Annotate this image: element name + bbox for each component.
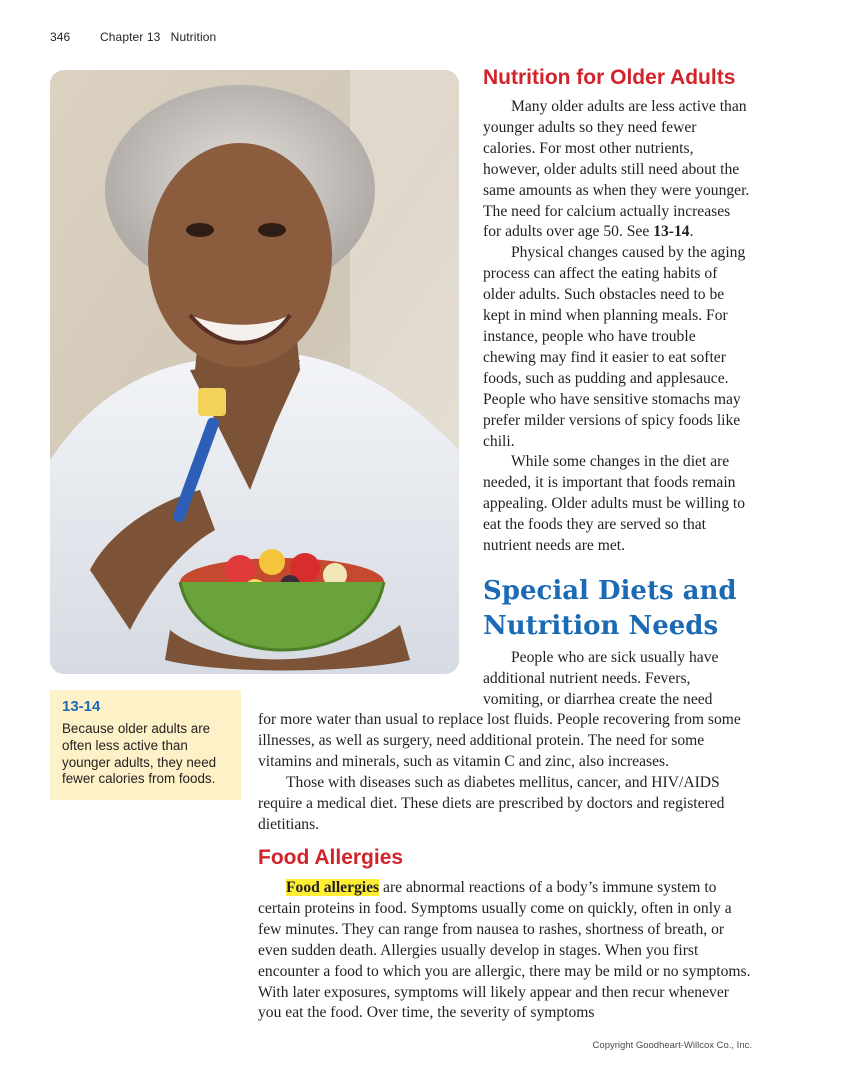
older-adults-p1-text: Many older adults are less active than younger adults so they need fewer calories. For most other nutrients, however, older adults still need about the same amounts as when they were younger. The need for calcium actually increases for adults over age 50. See <box>483 98 750 241</box>
heading-special-diets-line-1: Special Diets and <box>483 576 737 606</box>
special-diets-body <box>258 710 752 835</box>
food-allergies-body <box>258 878 752 1024</box>
copyright-notice: Copyright Goodheart-Willcox Co., Inc. <box>592 1040 752 1051</box>
special-diets-intro <box>483 648 751 711</box>
older-adults-paragraph-1 <box>483 97 751 243</box>
figure-number: 13-14 <box>62 698 101 715</box>
food-allergies-paragraph-1 <box>258 878 752 1024</box>
older-adults-paragraph-2: Physical changes caused by the aging process can affect the eating habits of older adults. Such obstacles need to be kept in mind when planning meals. For instance, people who have trouble chewing may find it easier to eat softer foods, such as pudding and applesauce. People who have sensitive stomachs may prefer milder versions of spicy foods like chili. <box>483 244 746 450</box>
special-diets-paragraph-1-cont: for more water than usual to replace lost fluids. People recovering from some illnesses, as well as surgery, need additional protein. The need for some vitamins and minerals, such as vitamin C and zinc, also increases. <box>258 711 741 770</box>
figure-caption-box <box>50 690 241 800</box>
key-term-food-allergies: Food allergies <box>286 879 380 896</box>
figure-reference: 13-14 <box>653 223 690 241</box>
heading-food-allergies: Food Allergies <box>258 846 404 869</box>
heading-special-diets <box>483 574 737 644</box>
special-diets-paragraph-2: Those with diseases such as diabetes mellitus, cancer, and HIV/AIDS require a medical diet. These diets are prescribed by doctors and registered dietitians. <box>258 773 725 833</box>
heading-nutrition-older-adults: Nutrition for Older Adults <box>483 66 736 89</box>
heading-special-diets-line-2: Nutrition Needs <box>483 611 719 641</box>
chapter-title: Chapter 13 Nutrition <box>100 30 217 44</box>
special-diets-paragraph-1-start: People who are sick usually have additional nutrient needs. Fevers, vomiting, or diarrhea create the need <box>483 649 719 708</box>
figure-caption-text: Because older adults are often less active than younger adults, they need fewer calories from foods. <box>62 721 217 787</box>
photo-older-woman-eating-fruit <box>50 70 459 674</box>
older-adults-body <box>483 97 751 557</box>
running-head <box>50 30 216 44</box>
photo-illustration <box>50 70 459 674</box>
food-allergies-p1-text: are abnormal reactions of a body’s immune system to certain proteins in food. Symptoms usually come on quickly, often in only a few minutes. They can range from nausea to rashes, shortness of breath, or even sudden death. Allergies usually develop in stages. When you first encounter a food to which you are allergic, there may be mild or no symptoms. With later exposures, symptoms will likely appear and then recur whenever you eat the food. Over time, the severity of symptoms <box>258 879 751 1022</box>
page-number: 346 <box>50 30 71 44</box>
older-adults-p1-end: . <box>689 223 694 241</box>
older-adults-paragraph-3: While some changes in the diet are needed, it is important that foods remain appealing. Older adults must be willing to eat the foods they are served so that nutrient needs are met. <box>483 453 746 555</box>
